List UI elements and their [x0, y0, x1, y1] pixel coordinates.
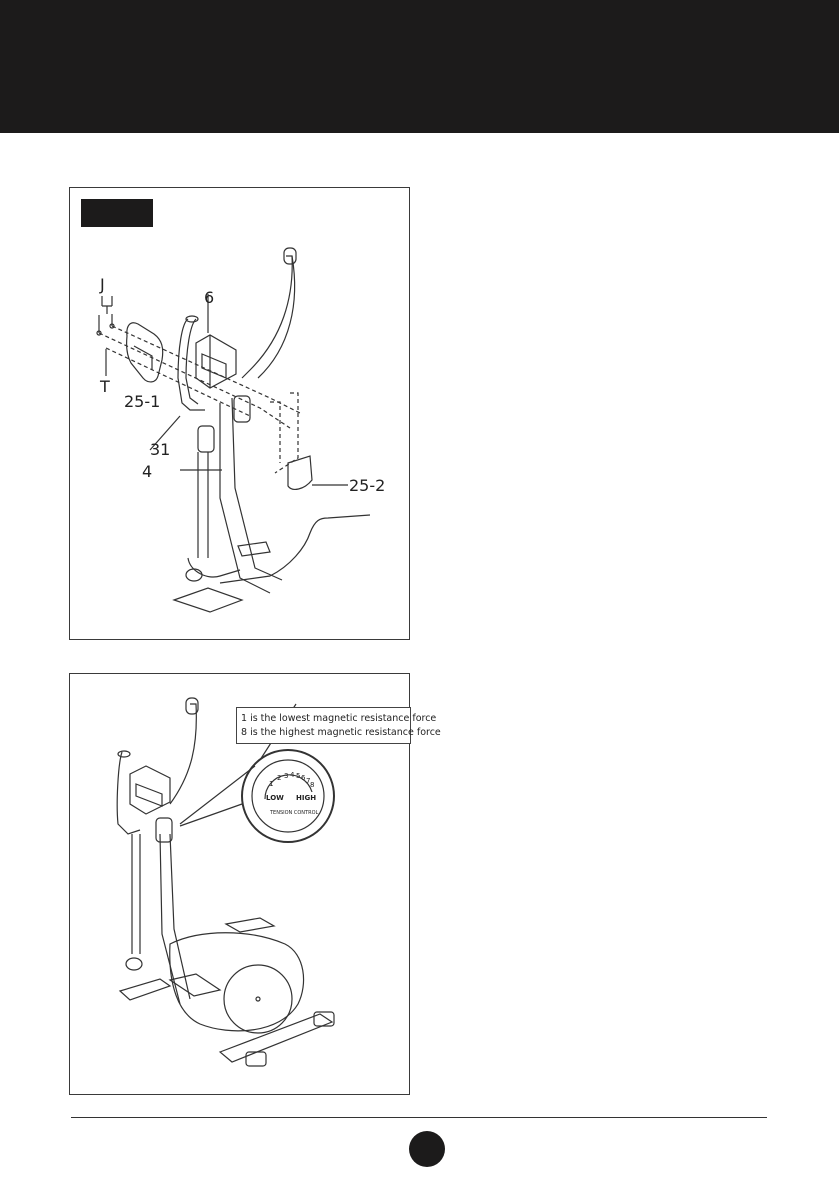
- callout-label: 31: [150, 440, 171, 459]
- knob-caption: TENSION CONTROL: [270, 810, 319, 816]
- callout-label: J: [100, 275, 105, 294]
- knob-number: 6: [301, 774, 306, 782]
- callout-label: 6: [204, 288, 215, 307]
- resistance-note-line: 8 is the highest magnetic resistance force: [241, 727, 441, 738]
- assembly-drawing: [70, 188, 409, 639]
- knob-number: 2: [277, 774, 282, 782]
- knob-number: 5: [296, 772, 301, 780]
- resistance-note-box: [236, 707, 441, 744]
- knob-number: 4: [290, 771, 295, 779]
- assembly-figure-panel: [69, 187, 410, 640]
- callout-label: T: [100, 377, 110, 396]
- page-number-badge: [409, 1131, 445, 1167]
- knob-number: 7: [306, 777, 311, 785]
- resistance-note-line: 1 is the lowest magnetic resistance force: [241, 713, 437, 724]
- knob-high-label: HIGH: [296, 794, 317, 802]
- tension-control-panel: [69, 673, 441, 1095]
- callout-label: 25-1: [124, 392, 161, 411]
- header-bar: [0, 0, 839, 133]
- knob-number: 1: [269, 780, 274, 788]
- knob-number: 3: [284, 772, 289, 780]
- knob-low-label: LOW: [266, 794, 284, 802]
- knob-number: 8: [310, 781, 315, 789]
- footer-divider: [71, 1117, 767, 1118]
- callout-label: 4: [142, 462, 153, 481]
- callout-label: 25-2: [349, 476, 386, 495]
